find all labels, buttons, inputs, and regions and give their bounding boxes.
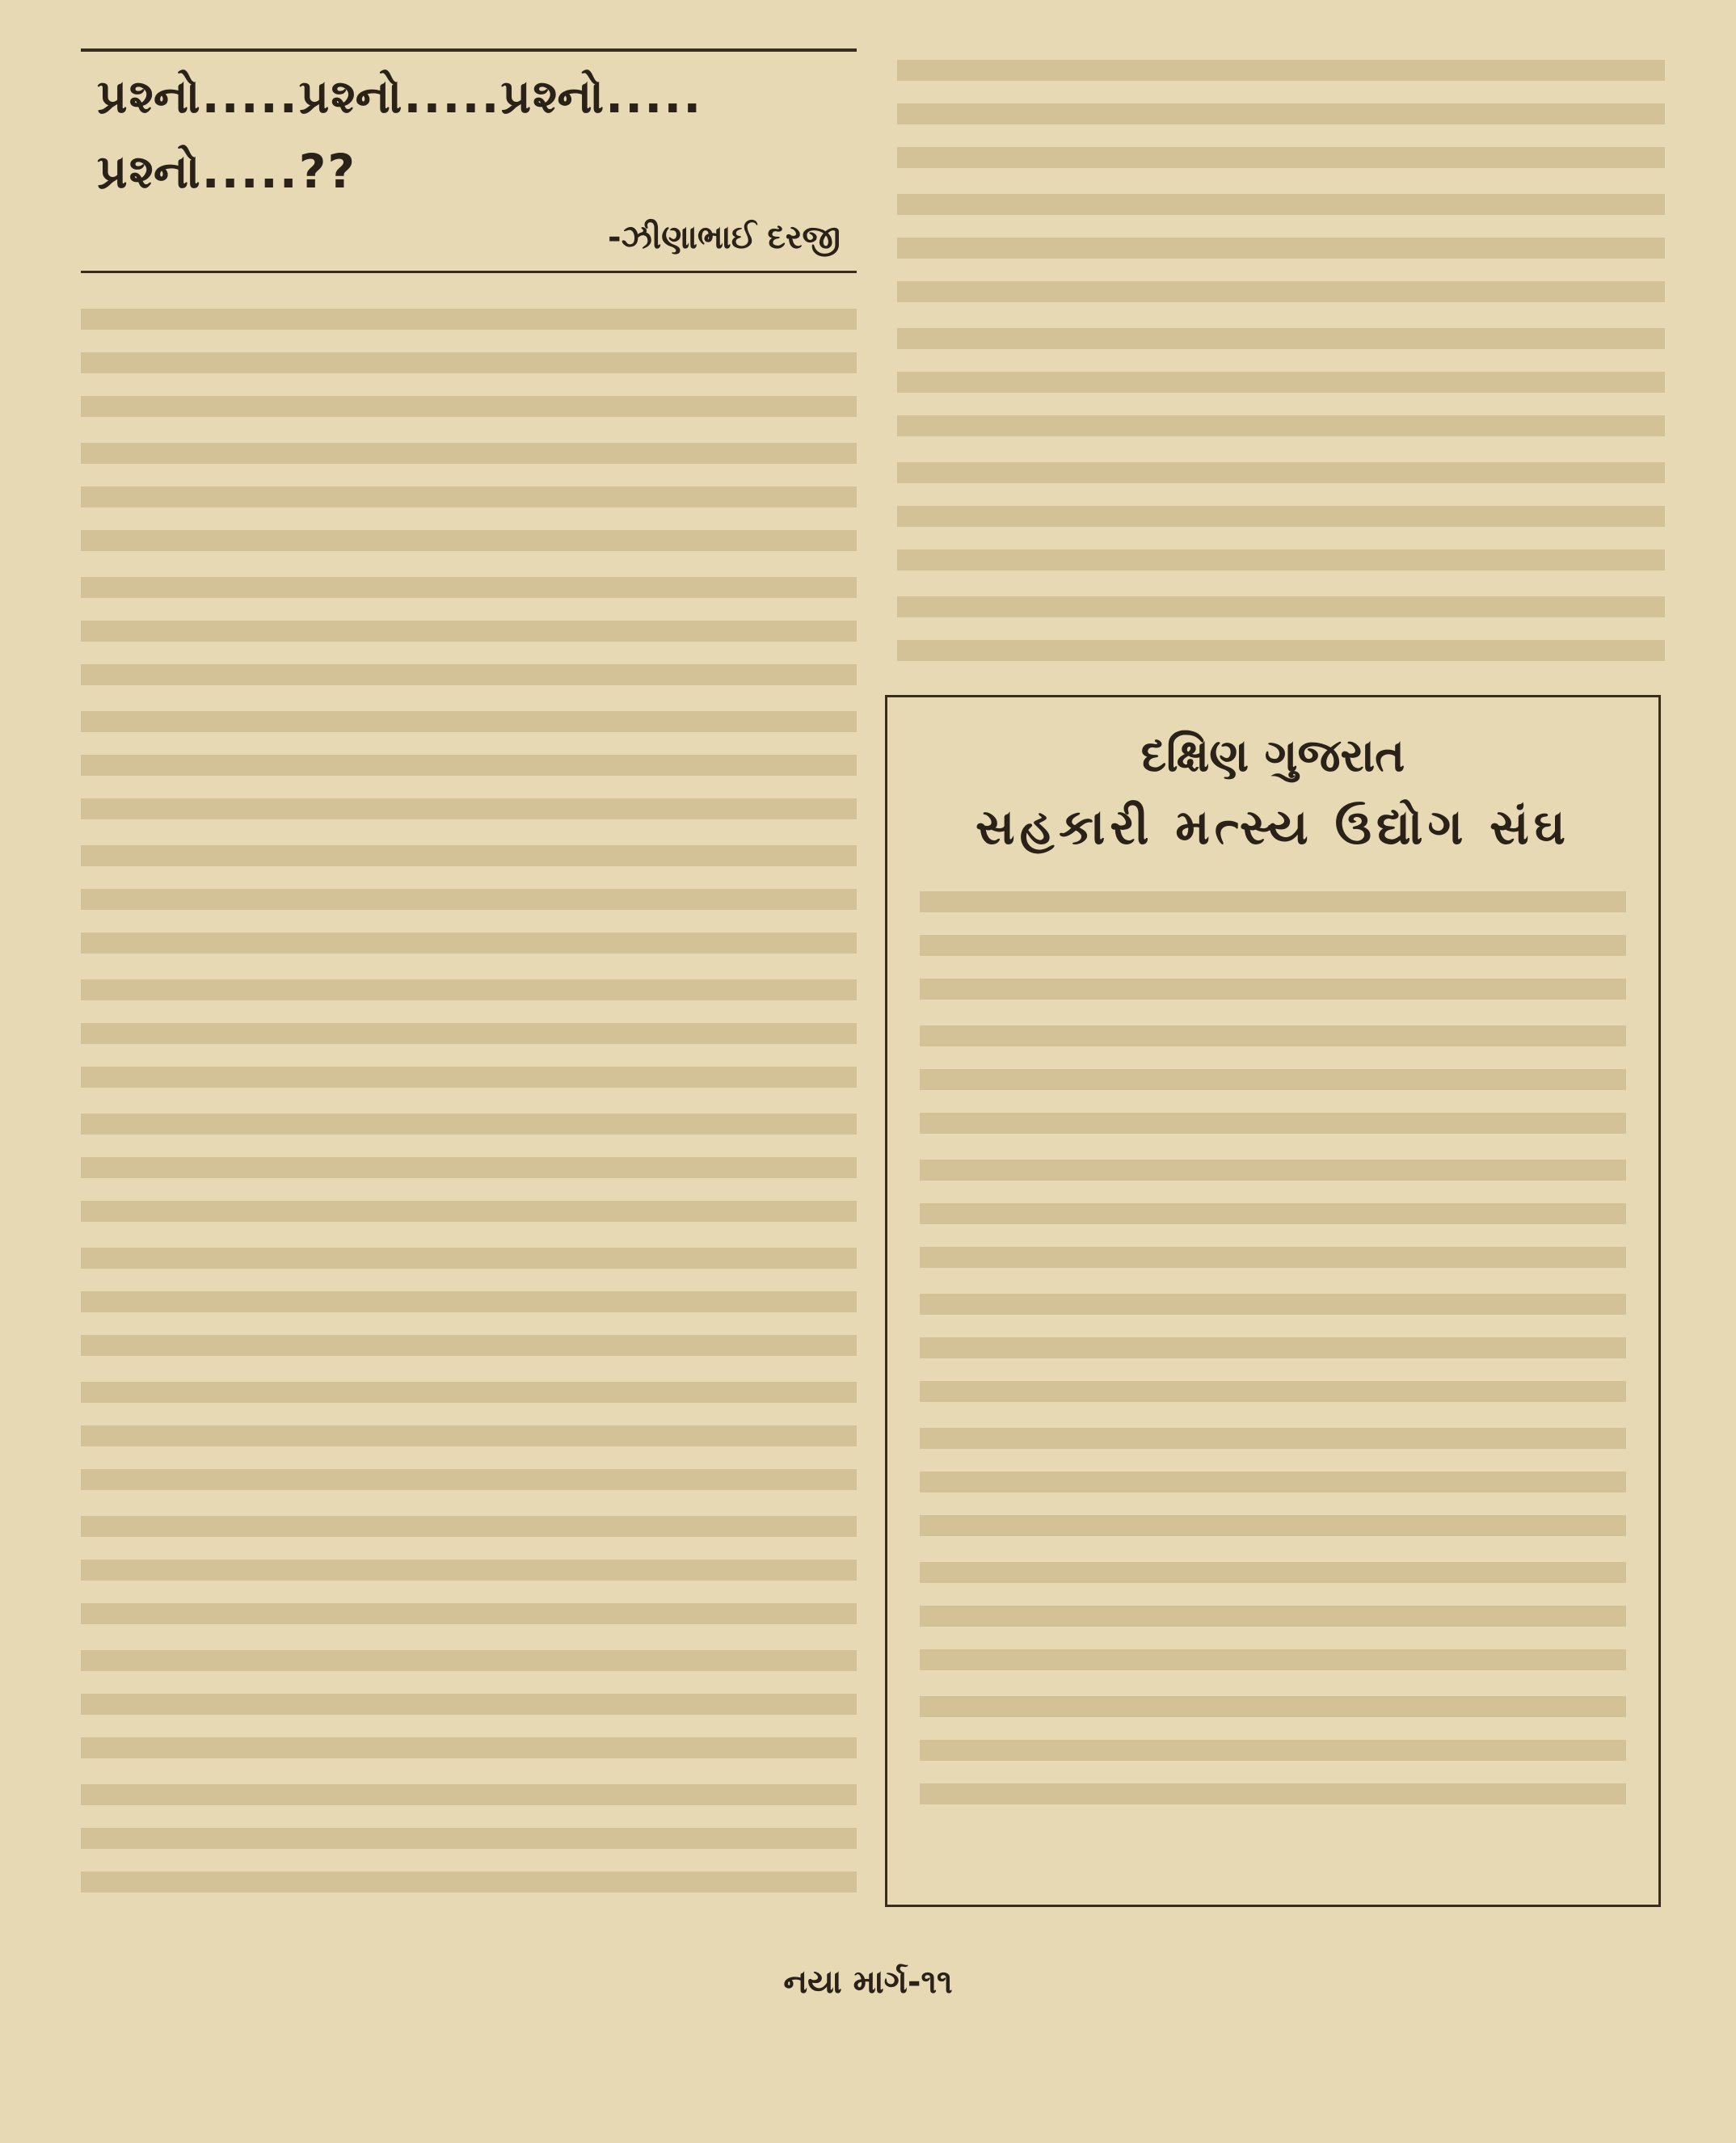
article-title-line1: પ્રશ્નો.....પ્રશ્નો.....પ્રશ્નો..... xyxy=(97,69,703,124)
article-title-line2: પ્રશ્નો.....?? xyxy=(97,144,357,200)
article-paragraph xyxy=(897,451,1665,580)
article-paragraph xyxy=(81,1773,857,1902)
article-paragraph xyxy=(897,585,1665,682)
article-paragraph xyxy=(81,566,857,695)
article-paragraph xyxy=(81,432,857,561)
left-column xyxy=(81,48,857,1907)
box-paragraph xyxy=(920,1282,1626,1412)
article-paragraph xyxy=(81,297,857,427)
box-subtitle: સહકારી મત્સ્ય ઉદ્યોગ સંઘ xyxy=(975,799,1570,856)
article-paragraph xyxy=(81,700,857,829)
box-paragraph xyxy=(920,1551,1626,1680)
article-paragraph xyxy=(81,1370,857,1500)
right-column xyxy=(897,48,1665,687)
box-paragraph xyxy=(920,1685,1626,1814)
box-paragraph xyxy=(920,1148,1626,1278)
box-paragraph xyxy=(920,1417,1626,1546)
article-paragraph xyxy=(897,48,1665,178)
article-paragraph xyxy=(81,1639,857,1768)
article-paragraph xyxy=(897,183,1665,312)
box-title: દક્ષિણ ગુજરાત xyxy=(1140,730,1405,782)
article-paragraph xyxy=(897,317,1665,446)
article-paragraph xyxy=(81,968,857,1097)
article-paragraph xyxy=(81,1505,857,1634)
article-paragraph xyxy=(81,834,857,963)
article-byline: -ઝીણાભાઈ દરજી xyxy=(608,218,841,256)
byline-rule xyxy=(81,271,857,273)
article-paragraph xyxy=(81,1236,857,1366)
article-paragraph xyxy=(81,1102,857,1231)
page-footer: નયા માર્ગ-૧૧ xyxy=(783,1964,953,2001)
sidebar-box xyxy=(885,695,1661,1907)
title-rule xyxy=(81,48,857,52)
box-paragraph xyxy=(920,1014,1626,1143)
box-paragraph xyxy=(920,880,1626,1009)
